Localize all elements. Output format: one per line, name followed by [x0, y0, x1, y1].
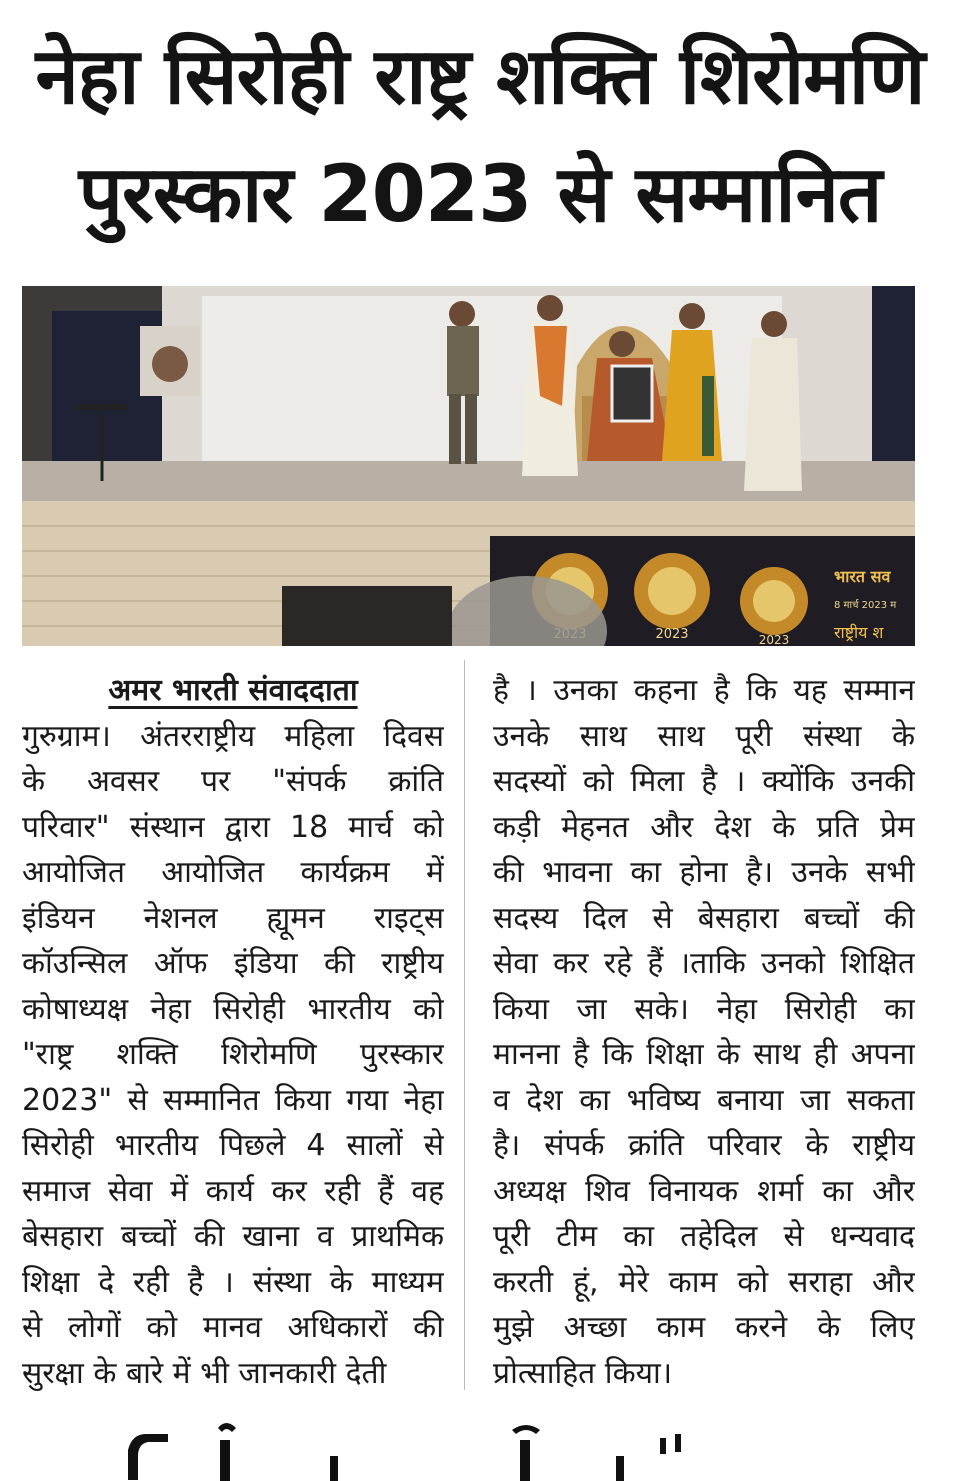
- article-line: सदस्य दिल से बेसहारा बच्चों की: [493, 900, 915, 936]
- article-line: कॉउन्सिल ऑफ इंडिया की राष्ट्रीय: [22, 946, 444, 981]
- article-line: आयोजित आयोजित कार्यक्रम में: [22, 855, 444, 890]
- column-divider: [464, 660, 465, 1390]
- article-line: शिक्षा दे रही है । संस्था के माध्यम: [22, 1264, 444, 1300]
- article-line: कड़ी मेहनत और देश के प्रति प्रेम: [493, 809, 915, 845]
- article-line: की भावना का होना है। उनके सभी: [493, 855, 915, 890]
- article-column-right: [493, 668, 915, 1396]
- stage-ceremony-photo: [22, 286, 915, 646]
- news-photo: [22, 286, 915, 646]
- article-line: है । उनका कहना है कि यह सम्मान: [493, 673, 915, 708]
- article-line: करती हूं, मेरे काम को सराहा और: [493, 1264, 915, 1300]
- article-line: 2023" से सम्मानित किया गया नेहा: [22, 1082, 444, 1118]
- article-line: अध्यक्ष शिव विनायक शर्मा का और: [493, 1173, 915, 1209]
- article-column-left: [22, 668, 444, 1396]
- banner-text-2: 8 मार्च 2023 म: [834, 600, 897, 611]
- banner-year-3: 2023: [758, 633, 790, 646]
- right-column-body: [493, 668, 915, 1396]
- article-line: मुझे अच्छा काम करने के लिए: [493, 1310, 915, 1345]
- article-line: से लोगों को मानव अधिकारों की: [22, 1310, 444, 1345]
- article-line: किया जा सके। नेहा सिरोही का: [493, 991, 915, 1027]
- left-column-body: [22, 714, 444, 1397]
- article-line: कोषाध्यक्ष नेहा सिरोही भारतीय को: [22, 991, 444, 1027]
- article-line: व देश का भविष्य बनाया जा सकता: [493, 1082, 915, 1118]
- article-line: सेवा कर रहे हैं ।ताकि उनको शिक्षित: [493, 946, 915, 981]
- article-line: सुरक्षा के बारे में भी जानकारी देती: [22, 1355, 387, 1391]
- article-line: बेसहारा बच्चों की खाना व प्राथमिक: [22, 1219, 444, 1254]
- article-line: इंडियन नेशनल ह्यूमन राइट्स: [22, 900, 444, 936]
- article-line: गुरुग्राम। अंतरराष्ट्रीय महिला दिवस: [22, 718, 444, 754]
- article-line: मानना है कि शिक्षा के साथ ही अपना: [493, 1037, 915, 1072]
- headline-line-1: नेहा सिरोही राष्ट्र शक्ति शिरोमणि: [35, 32, 925, 122]
- article-line: "राष्ट्र शक्ति शिरोमणि पुरस्कार: [22, 1037, 444, 1072]
- article-line: सदस्यों को मिला है । क्योंकि उनकी: [493, 764, 915, 799]
- next-headline-fragment: [20, 1420, 940, 1481]
- article-line: प्रोत्साहित किया।: [493, 1355, 673, 1391]
- article-line: उनके साथ साथ पूरी संस्था के: [493, 718, 915, 754]
- banner-text-3: राष्ट्रीय श: [834, 623, 884, 642]
- article-line: के अवसर पर "संपर्क क्रांति: [22, 764, 444, 799]
- headline: [20, 18, 940, 254]
- article-line: पूरी टीम का तहेदिल से धन्यवाद: [493, 1219, 915, 1254]
- headline-line-2: पुरस्कार 2023 से सम्मानित: [78, 150, 882, 240]
- article-line: समाज सेवा में कार्य कर रही हैं वह: [22, 1173, 444, 1209]
- article-line: है। संपर्क क्रांति परिवार के राष्ट्रीय: [493, 1128, 915, 1163]
- person-5: [744, 311, 802, 491]
- article-line: सिरोही भारतीय पिछले 4 सालों से: [22, 1128, 444, 1163]
- byline: अमर भारती संवाददाता: [108, 673, 358, 708]
- banner-text-1: भारत सव: [834, 567, 891, 586]
- article-line: परिवार" संस्थान द्वारा 18 मार्च को: [22, 809, 444, 845]
- banner-year-2: 2023: [655, 627, 689, 642]
- person-2: [522, 295, 578, 476]
